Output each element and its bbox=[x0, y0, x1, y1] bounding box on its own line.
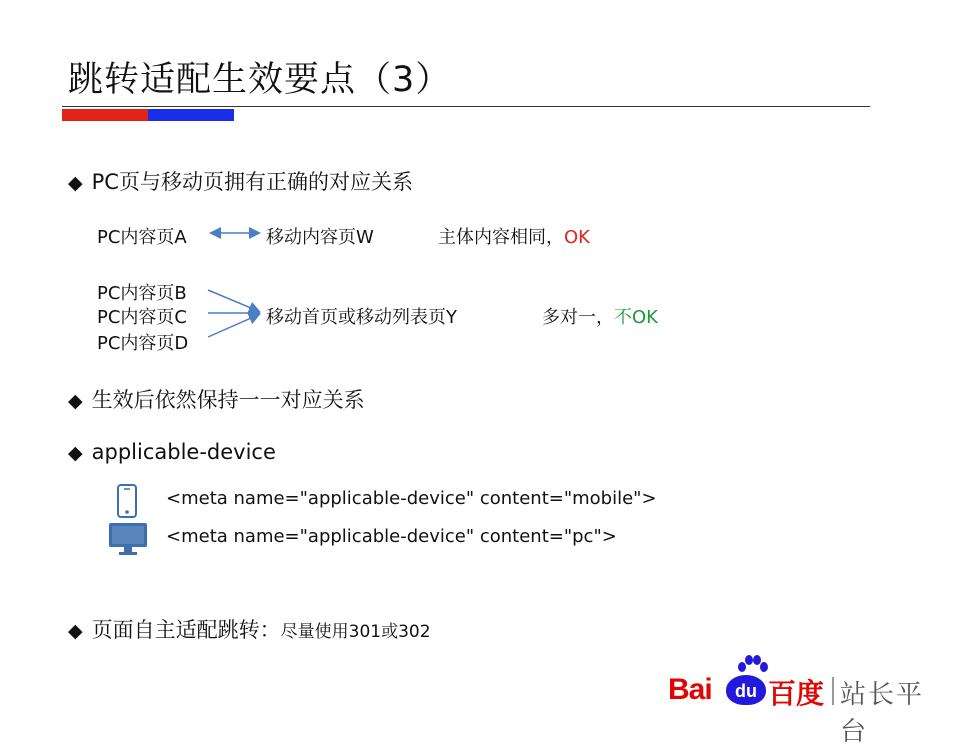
mapping-2-verdict: OK bbox=[632, 307, 658, 328]
mobile-page-w: 移动内容页W bbox=[266, 227, 374, 248]
meta-mobile-code: <meta name="applicable-device" content="mobile"> bbox=[166, 488, 657, 509]
mapping-1-note bbox=[438, 223, 590, 249]
bullet-2-text: 生效后依然保持一一对应关系 bbox=[91, 388, 365, 412]
arrow-d-y bbox=[208, 315, 258, 337]
mobile-phone-icon bbox=[116, 484, 138, 518]
arrow-b-y bbox=[208, 290, 258, 311]
bullet-1 bbox=[68, 166, 413, 196]
desktop-monitor-icon bbox=[108, 522, 148, 556]
pc-page-d: PC内容页D bbox=[97, 333, 189, 354]
diamond-bullet-icon: ◆ bbox=[68, 390, 83, 412]
mapping-2-verdict-prefix: 不 bbox=[614, 307, 632, 328]
mapping-1-verdict: OK bbox=[564, 227, 590, 248]
logo-bai-text: Bai bbox=[668, 673, 712, 706]
bullet-3-text: applicable-device bbox=[91, 440, 276, 464]
bullet-4-text: 页面自主适配跳转： bbox=[91, 618, 281, 642]
bullet-2 bbox=[68, 384, 365, 414]
mapping-1-note-text: 主体内容相同， bbox=[438, 227, 564, 248]
diamond-bullet-icon: ◆ bbox=[68, 172, 83, 194]
logo-du-badge: du bbox=[726, 675, 766, 705]
mobile-page-y: 移动首页或移动列表页Y bbox=[266, 307, 457, 328]
title-divider bbox=[62, 106, 870, 107]
meta-pc-code: <meta name="applicable-device" content="pc"> bbox=[166, 526, 617, 547]
pc-page-b: PC内容页B bbox=[97, 283, 187, 304]
baidu-webmaster-logo bbox=[668, 655, 948, 747]
accent-bar-red bbox=[62, 109, 148, 121]
logo-separator bbox=[832, 677, 834, 705]
mapping-2-note bbox=[542, 303, 658, 329]
diamond-bullet-icon: ◆ bbox=[68, 442, 83, 464]
logo-baidu-chinese: 百度 bbox=[768, 677, 825, 710]
slide-title: 跳转适配生效要点（3） bbox=[68, 60, 452, 100]
accent-bar-blue bbox=[148, 109, 234, 121]
bullet-1-text: PC页与移动页拥有正确的对应关系 bbox=[91, 170, 413, 194]
bullet-4-subtext: 尽量使用301或302 bbox=[280, 622, 431, 642]
diamond-bullet-icon: ◆ bbox=[68, 620, 83, 642]
mapping-2-note-text: 多对一， bbox=[542, 307, 614, 328]
pc-page-a: PC内容页A bbox=[97, 227, 187, 248]
bullet-3 bbox=[68, 440, 276, 464]
bullet-4 bbox=[68, 614, 431, 644]
logo-platform-text: 站长平台 bbox=[840, 680, 925, 747]
pc-page-c: PC内容页C bbox=[97, 307, 187, 328]
